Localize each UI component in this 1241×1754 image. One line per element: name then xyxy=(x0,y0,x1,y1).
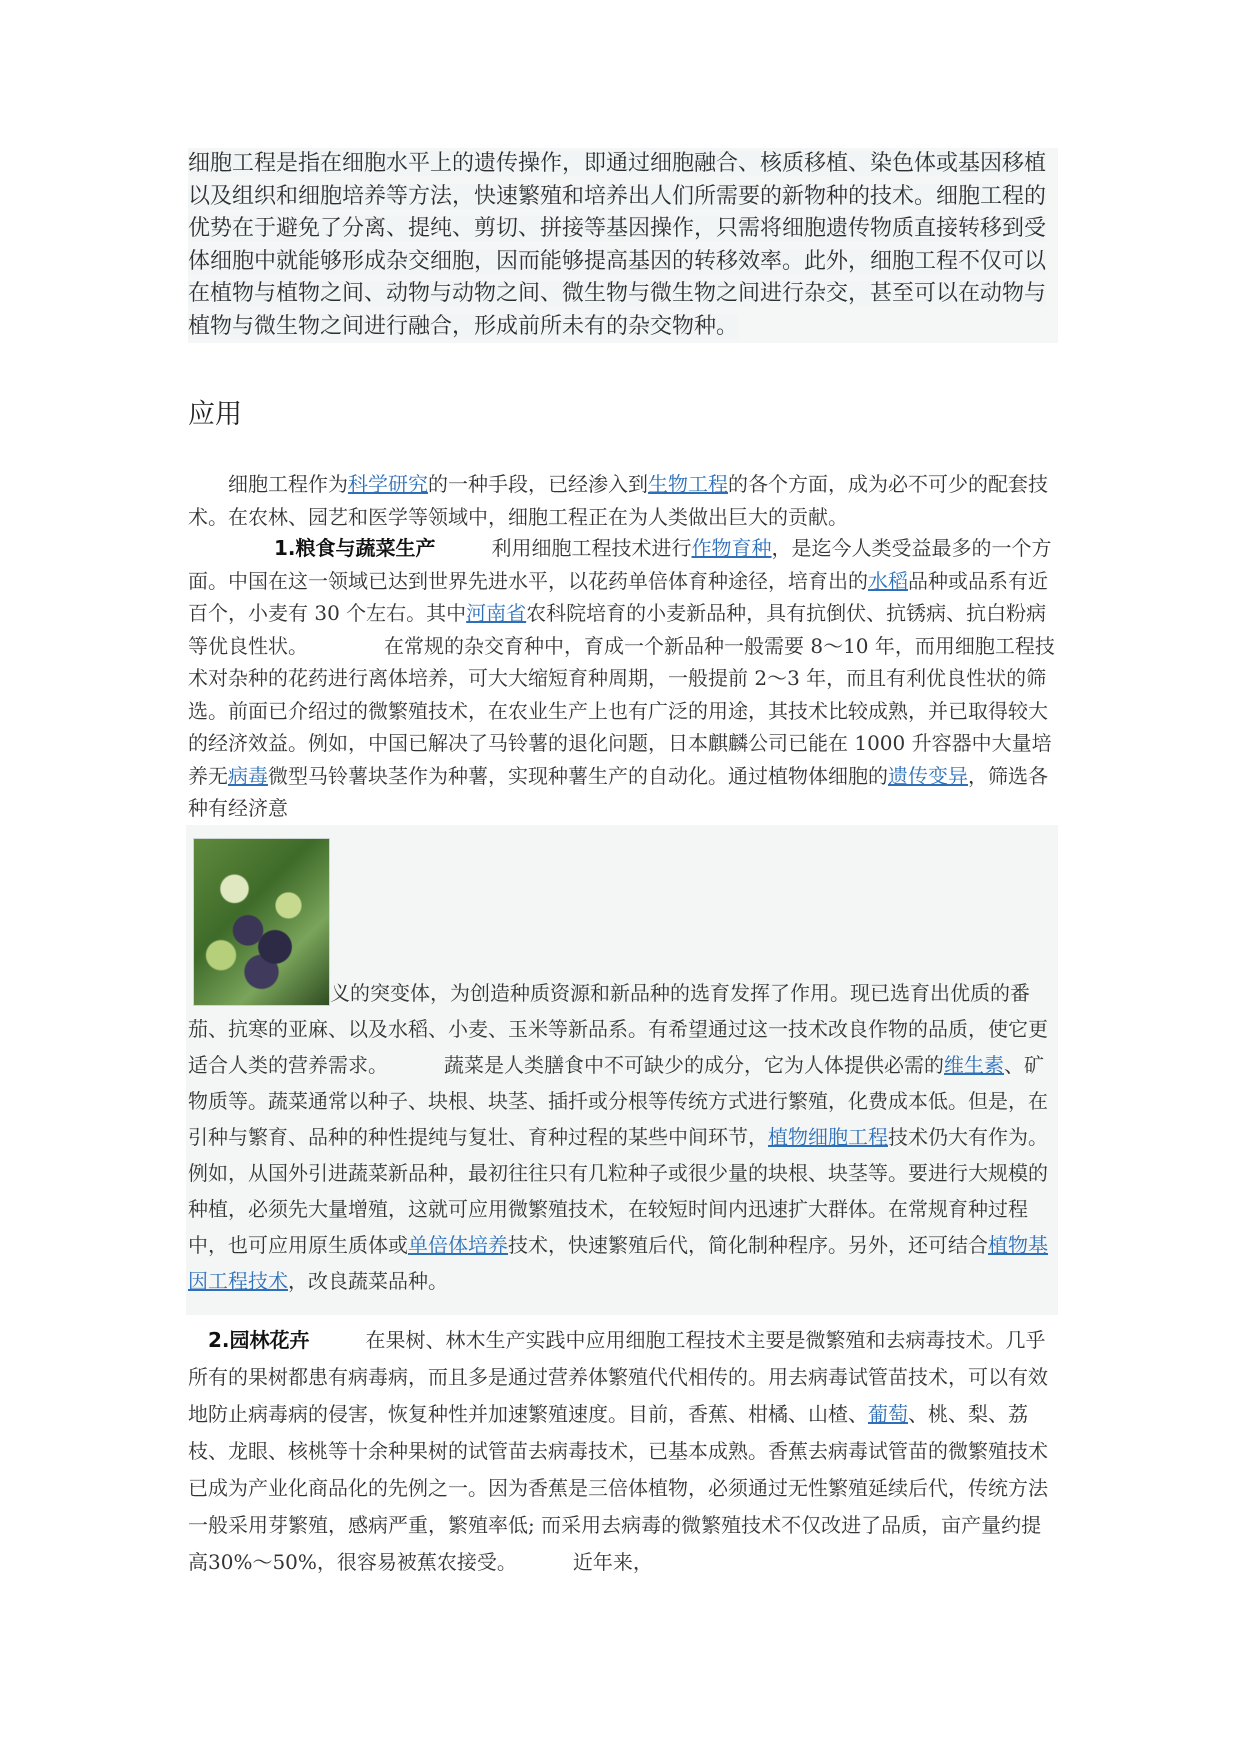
text-run: ，是迄今人类受益最多的一个方面。中国在这一领域已达到世界先进水平，以花药单倍体育种途径，培育出的 xyxy=(188,536,1052,593)
link-bioengineering[interactable]: 生物工程 xyxy=(648,472,728,496)
text-run: 蔬菜是人类膳食中不可缺少的成分，它为人体提供必需的 xyxy=(444,1053,944,1077)
link-grape[interactable]: 葡萄 xyxy=(868,1402,908,1426)
text-run: 在常规的杂交育种中，育成一个新品种一般需要 8～10 年，而用细胞工程技术对杂种的花药进行离体培养，可大大缩短育种周期，一般提前 2～3 年，而且有利优良性状的筛选。前面已介绍过的微繁殖技术，在农业生产上也有广泛的用途，其技术比较成熟，并已取得较大的经济效益。例如，中国已解决了马铃薯的退化问题，日本麒麟公司已能在 1000 升容器中大量培养无 xyxy=(188,633,1055,788)
text-run: 近年来， xyxy=(572,1550,653,1574)
link-rice[interactable]: 水稻 xyxy=(868,568,908,593)
text-run: 利用细胞工程技术进行 xyxy=(491,536,692,560)
link-crop-breeding[interactable]: 作物育种 xyxy=(691,536,772,560)
text-run: ，改良蔬菜品种。 xyxy=(288,1269,448,1293)
section-1-paragraph-b xyxy=(188,975,1058,1299)
paragraph-intro-application xyxy=(188,468,1058,533)
link-scientific-research[interactable]: 科学研究 xyxy=(348,472,428,496)
section-2-paragraph xyxy=(188,1322,1058,1581)
link-genetic-variation[interactable]: 遗传变异 xyxy=(888,763,968,788)
section-heading-application: 应用 xyxy=(188,399,242,430)
link-henan[interactable]: 河南省 xyxy=(466,601,527,625)
link-vitamin[interactable]: 维生素 xyxy=(944,1053,1004,1077)
text-run: ，筛选各种有经济意 xyxy=(188,763,1048,820)
text-run: 的各个方面，成为必不可少的配套技术。在农林、园艺和医学等领域中，细胞工程正在为人类做出巨大的贡献。 xyxy=(188,472,1048,529)
link-virus[interactable]: 病毒 xyxy=(228,763,268,788)
section-2-title: 2.园林花卉 xyxy=(208,1328,310,1352)
section-1-paragraph-a xyxy=(188,532,1058,825)
text-run: 品种或品系有近百个，小麦有 30 个左右。其中 xyxy=(188,568,1048,625)
link-haploid-culture[interactable]: 单倍体培养 xyxy=(408,1233,508,1257)
intro-paragraph xyxy=(188,148,1058,343)
text-run: 细胞工程作为 xyxy=(228,472,348,496)
text-run: 微型马铃薯块茎作为种薯，实现种薯生产的自动化。通过植物体细胞的 xyxy=(268,763,888,788)
link-plant-cell-engineering[interactable]: 植物细胞工程 xyxy=(768,1125,888,1149)
text-run: 、矿物质等。蔬菜通常以种子、块根、块茎、插扦或分根等传统方式进行繁殖，化费成本低。但是，在引种与繁育、品种的种性提纯与复壮、育种过程的某些中间环节， xyxy=(188,1053,1048,1149)
text-run: 农科院培育的小麦新品种，具有抗倒伏、抗锈病、抗白粉病等优良性状。 xyxy=(188,601,1047,658)
text-run: 在果树、林木生产实践中应用细胞工程技术主要是微繁殖和去病毒技术。几乎所有的果树都患有病毒病，而且多是通过营养体繁殖代代相传的。用去病毒试管苗技术，可以有效地防止病毒病的侵害，恢复种性并加速繁殖速度。目前，香蕉、柑橘、山楂、 xyxy=(188,1328,1048,1426)
text-run: 技术，快速繁殖后代，简化制种程序。另外，还可结合 xyxy=(508,1233,988,1257)
intro-text: 细胞工程是指在细胞水平上的遗传操作，即通过细胞融合、核质移植、染色体或基因移植以及组织和细胞培养等方法，快速繁殖和培养出人们所需要的新物种的技术。细胞工程的优势在于避免了分离、提纯、剪切、拼接等基因操作，只需将细胞遗传物质直接转移到受体细胞中就能够形成杂交细胞，因而能够提高基因的转移效率。此外，细胞工程不仅可以在植物与植物之间、动物与动物之间、微生物与微生物之间进行杂交，甚至可以在动物与植物与微生物之间进行融合，形成前所未有的杂交物种。 xyxy=(188,151,1047,339)
text-run: 的一种手段，已经渗入到 xyxy=(428,472,648,496)
text-run: 技术仍大有作为。例如，从国外引进蔬菜新品种，最初往往只有几粒种子或很少量的块根、块茎等。要进行大规模的种植，必须先大量增殖，这就可应用微繁殖技术，在较短时间内迅速扩大群体。在常规育种过程中，也可应用原生质体或 xyxy=(188,1125,1048,1257)
text-run-h: 义的突变体，为创造种质资源和新品种的选育发挥了作用。现已选育出优质的番茄、抗寒的亚麻、以及水稻、小麦、玉米等新品系。有希望通过这一技术改良作物的品质，使它更适合人类的营养需求。 xyxy=(188,981,1048,1077)
link-plant-gene-engineering[interactable]: 植物基因工程技术 xyxy=(188,1233,1048,1293)
text-run: 、桃、梨、荔枝、龙眼、核桃等十余种果树的试管苗去病毒技术，已基本成熟。香蕉去病毒试管苗的微繁殖技术已成为产业化商品化的先例之一。因为香蕉是三倍体植物，必须通过无性繁殖延续后代，传统方法一般采用芽繁殖，感病严重，繁殖率低; 而采用去病毒的微繁殖技术不仅改进了品质，亩产量约提高30%～50%，很容易被蕉农接受。 xyxy=(188,1402,1048,1574)
section-1-title: 1.粮食与蔬菜生产 xyxy=(274,536,436,560)
